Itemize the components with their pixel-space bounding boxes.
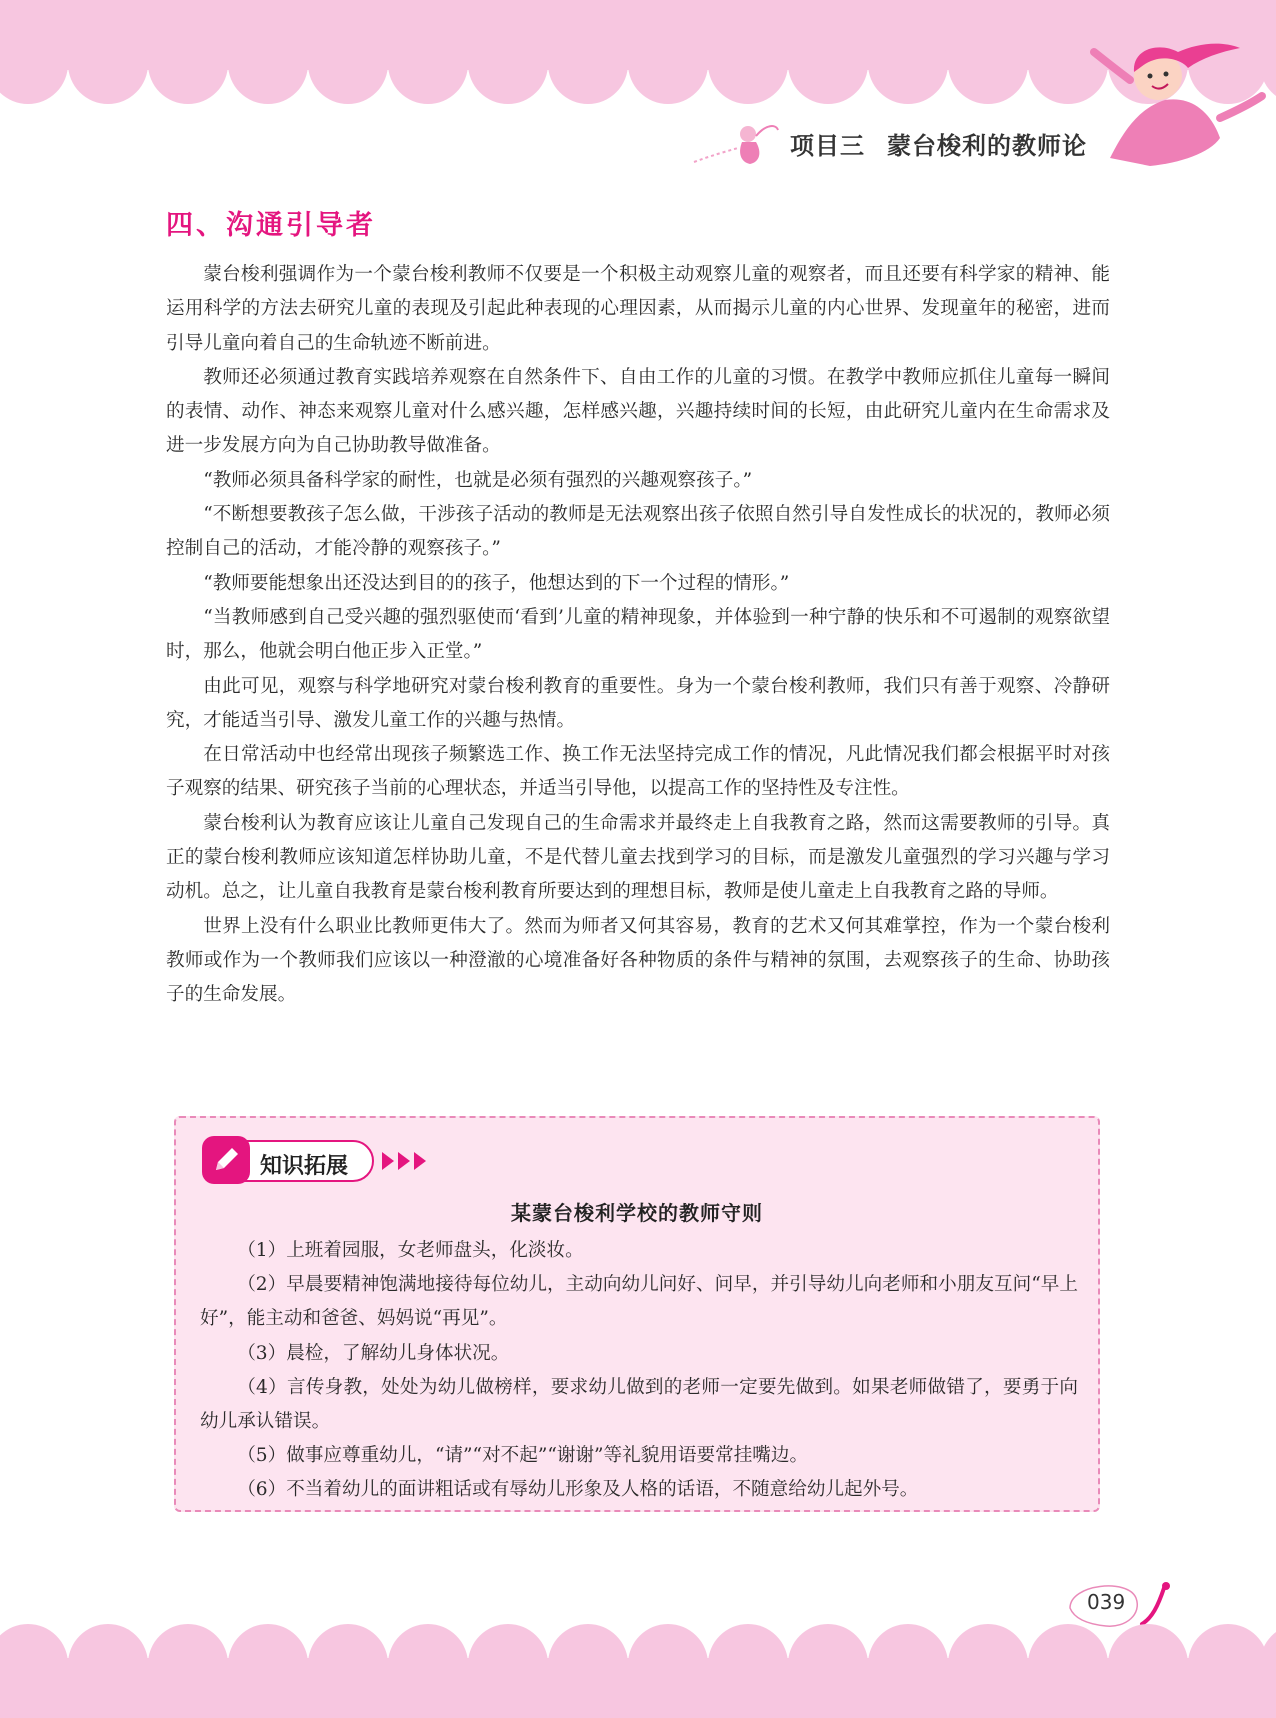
rule-item: （2）早晨要精神饱满地接待每位幼儿，主动向幼儿问好、问早，并引导幼儿向老师和小朋友互问“早上好”，能主动和爸爸、妈妈说“再见”。	[200, 1274, 1078, 1330]
rule-item: （1）上班着园服，女老师盘头，化淡妆。	[237, 1240, 584, 1261]
fairy-girl-illustration	[1070, 38, 1270, 168]
section-title: 四、沟通引导者	[166, 210, 376, 241]
rules-title: 某蒙台梭利学校的教师守则	[511, 1201, 763, 1225]
paragraph: 世界上没有什么职业比教师更伟大了。然而为师者又何其容易，教育的艺术又何其难掌控，作为一个蒙台梭利教师或作为一个教师我们应该以一种澄澈的心境准备好各种物质的条件与精神的氛围，去观察孩子的生命、协助孩子的生命发展。	[166, 915, 1110, 1006]
header-project: 项目三	[790, 132, 865, 160]
paragraph: 蒙台梭利认为教育应该让儿童自己发现自己的生命需求并最终走上自我教育之路，然而这需要教师的引导。真正的蒙台梭利教师应该知道怎样协助儿童，不是代替儿童去找到学习的目标，而是激发儿童强烈的学习兴趣与学习动机。总之，让儿童自我教育是蒙台梭利教育所要达到的理想目标，教师是使儿童走上自我教育之路的导师。	[166, 812, 1110, 903]
rule-item: （3）晨检，了解幼儿身体状况。	[237, 1342, 510, 1364]
rule-item: （5）做事应尊重幼儿，“请”“对不起”“谢谢”等礼貌用语要常挂嘴边。	[237, 1445, 809, 1467]
header-chapter-title: 蒙台梭利的教师论	[887, 132, 1087, 160]
triple-arrow-icon	[380, 1150, 432, 1172]
bottom-scalloped-band	[0, 1618, 1276, 1718]
paragraph: 教师还必须通过教育实践培养观察在自然条件下、自由工作的儿童的习惯。在教学中教师应抓住儿童每一瞬间的表情、动作、神态来观察儿童对什么感兴趣，怎样感兴趣，兴趣持续时间的长短，由此研究儿童内在生命需求及进一步发展方向为自己协助教导做准备。	[166, 366, 1110, 457]
rule-item: （6）不当着幼儿的面讲粗话或有辱幼儿形象及人格的话语，不随意给幼儿起外号。	[237, 1479, 919, 1501]
rules-list	[200, 1234, 1078, 1508]
paragraph: 由此可见，观察与科学地研究对蒙台梭利教育的重要性。身为一个蒙台梭利教师，我们只有善于观察、冷静研究，才能适当引导、激发儿童工作的兴趣与热情。	[166, 675, 1110, 731]
running-header	[790, 126, 1100, 161]
small-fairy-icon	[690, 116, 780, 171]
knowledge-extension-box	[174, 1116, 1100, 1512]
rule-item: （4）言传身教，处处为幼儿做榜样，要求幼儿做到的老师一定要先做到。如果老师做错了，要勇于向幼儿承认错误。	[200, 1376, 1078, 1433]
paragraph: “教师必须具备科学家的耐性，也就是必须有强烈的兴趣观察孩子。”	[203, 469, 753, 491]
paragraph: “当教师感到自己受兴趣的强烈驱使而‘看到’儿童的精神现象，并体验到一种宁静的快乐和不可遏制的观察欲望时，那么，他就会明白他正步入正堂。”	[166, 606, 1110, 663]
pencil-icon	[202, 1136, 250, 1184]
paragraph: “不断想要教孩子怎么做，干涉孩子活动的教师是无法观察出孩子依照自然引导自发性成长的状况的，教师必须控制自己的活动，才能冷静的观察孩子。”	[166, 504, 1110, 560]
knowledge-extension-badge	[206, 1140, 374, 1182]
body-text	[166, 258, 1110, 1013]
paragraph: 蒙台梭利强调作为一个蒙台梭利教师不仅要是一个积极主动观察儿童的观察者，而且还要有科学家的精神、能运用科学的方法去研究儿童的表现及引起此种表现的心理因素，从而揭示儿童的内心世界、发现童年的秘密，进而引导儿童向着自己的生命轨迹不断前进。	[166, 264, 1110, 354]
page-number: 039	[1087, 1590, 1126, 1614]
paragraph: 在日常活动中也经常出现孩子频繁选工作、换工作无法坚持完成工作的情况，凡此情况我们都会根据平时对孩子观察的结果、研究孩子当前的心理状态，并适当引导他，以提高工作的坚持性及专注性。	[166, 744, 1110, 800]
paragraph: “教师要能想象出还没达到目的的孩子，他想达到的下一个过程的情形。”	[203, 572, 790, 594]
knowledge-extension-label: 知识拓展	[260, 1154, 349, 1179]
